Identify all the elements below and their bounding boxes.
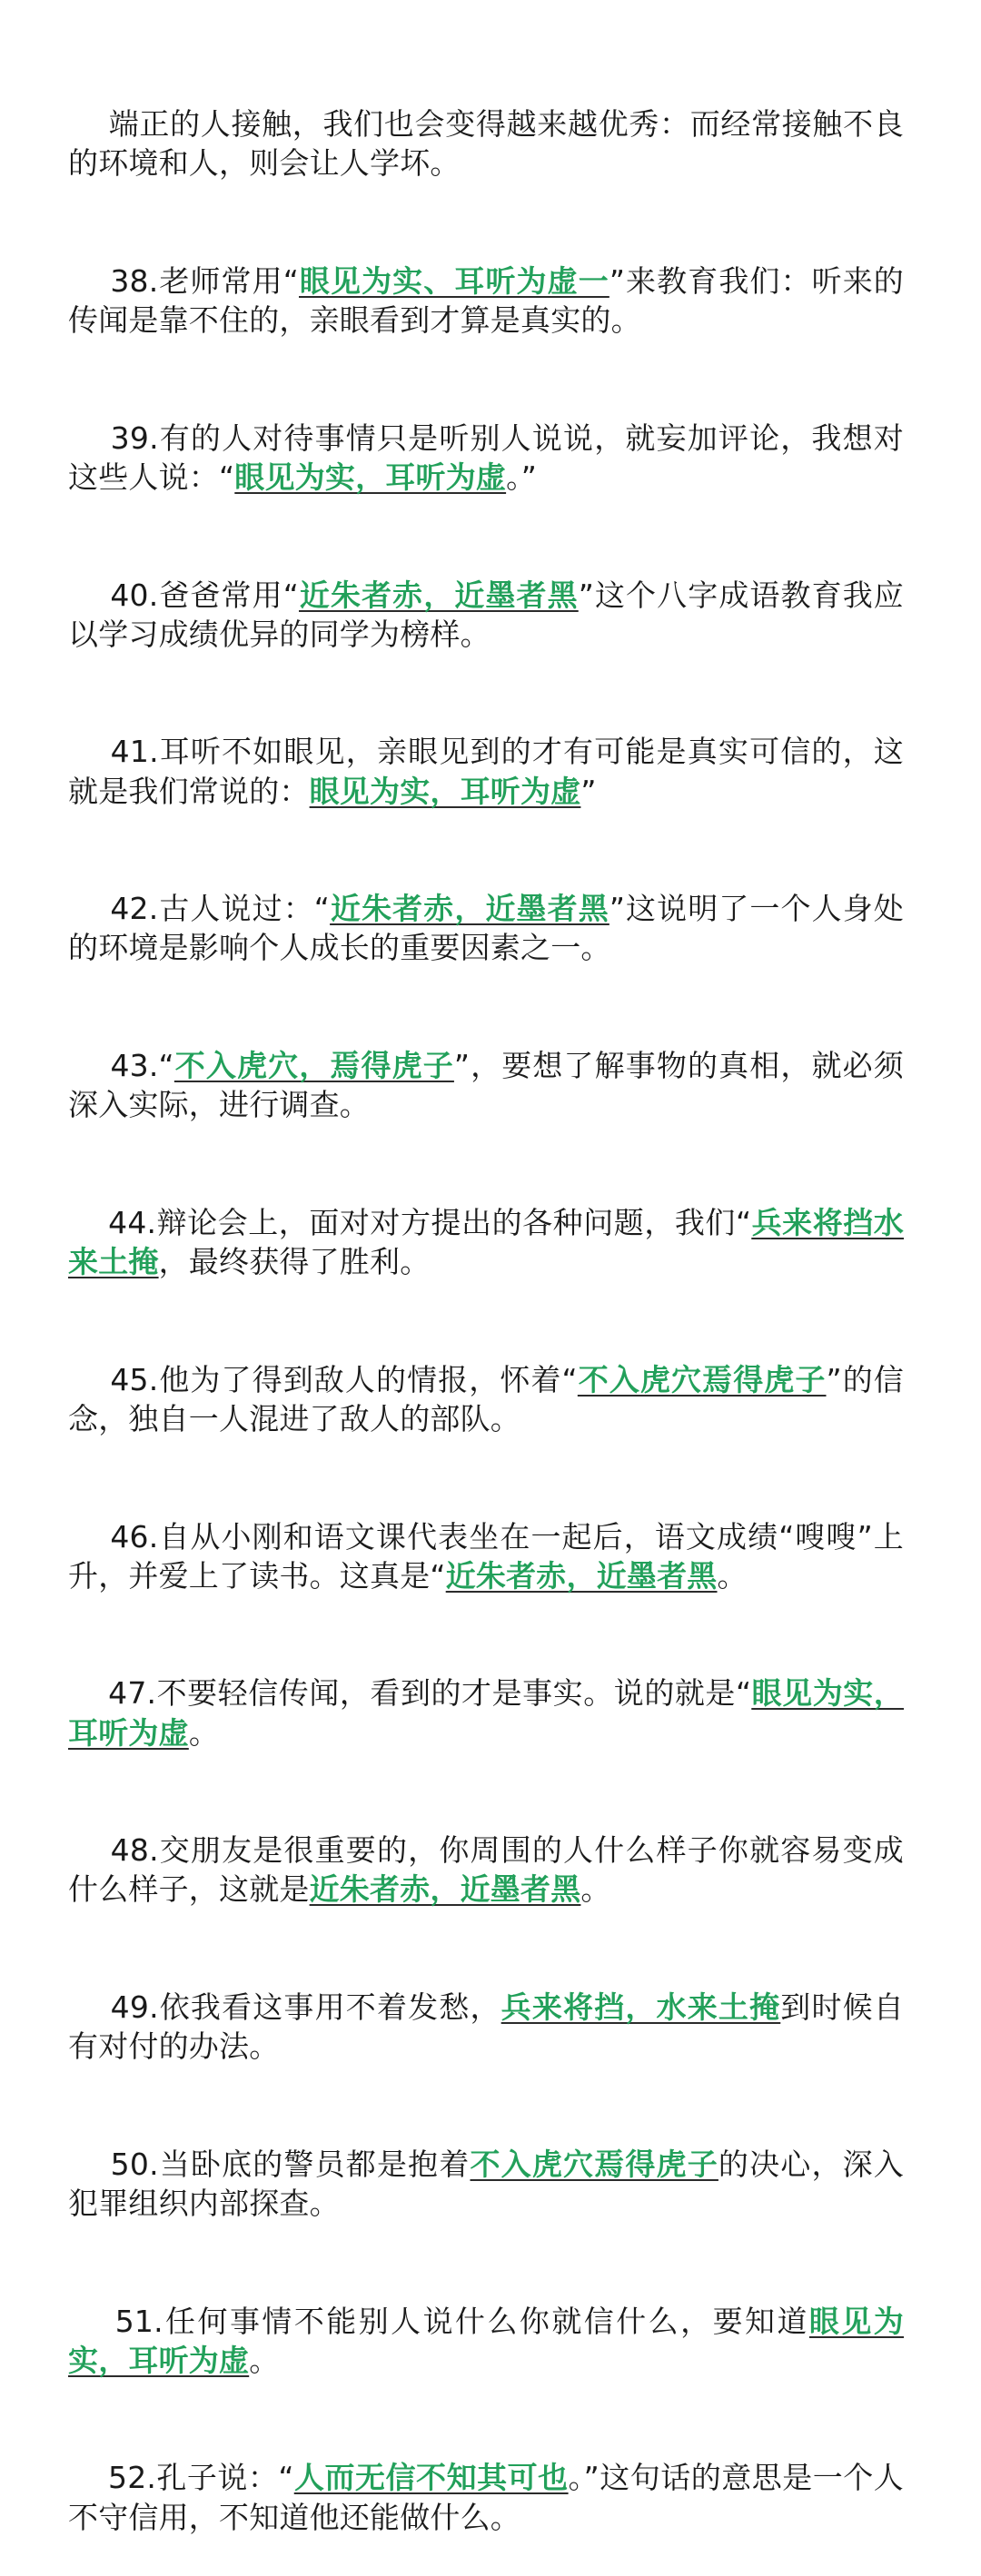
paragraph bbox=[68, 1477, 904, 1634]
document-body bbox=[68, 65, 904, 2576]
text-segment: 50.当卧底的警员都是抱着 bbox=[110, 2146, 471, 2182]
highlighted-idiom: 不入虎穴，焉得虎子 bbox=[173, 1048, 454, 1084]
text-segment: 39.有的人对待事情只是听别人说说，就妄加评论，我想对这些人说：“ bbox=[68, 419, 904, 496]
paragraph bbox=[68, 380, 904, 537]
text-segment: ”这说明了一个人身处的环境是影响个人成长的重要因素之一。 bbox=[68, 891, 904, 966]
text-segment: 51.任何事情不能别人说什么你就信什么，要知道 bbox=[114, 2303, 809, 2339]
paragraph bbox=[68, 1321, 904, 1478]
text-segment: 。” bbox=[506, 459, 538, 496]
text-segment: 。 bbox=[717, 1557, 748, 1594]
paragraph bbox=[68, 1007, 904, 1164]
text-segment: 41.耳听不如眼见，亲眼见到的才有可能是真实可信的，这就是我们常说的： bbox=[68, 734, 904, 809]
text-segment: ”，要想了解事物的真相，就必须深入实际，进行调查。 bbox=[68, 1048, 904, 1123]
text-segment: ”来教育我们：听来的传闻是靠不住的，亲眼看到才算是真实的。 bbox=[68, 263, 904, 339]
text-segment: 49.依我看这事用不着发愁， bbox=[110, 1989, 501, 2025]
highlighted-idiom: 兵来将挡水来土掩 bbox=[68, 1204, 904, 1280]
text-segment: 38.老师常用“ bbox=[110, 263, 299, 300]
text-segment: ” bbox=[580, 773, 597, 809]
text-segment: 端正的人接触，我们也会变得越来越优秀：而经常接触不良的环境和人，则会让人学坏。 bbox=[68, 106, 904, 182]
text-segment: 52.孔子说：“ bbox=[108, 2460, 294, 2496]
paragraph bbox=[68, 65, 904, 222]
text-segment: 40.爸爸常用“ bbox=[110, 577, 299, 613]
text-segment: ，最终获得了胜利。 bbox=[158, 1244, 431, 1280]
paragraph bbox=[68, 1634, 904, 1791]
text-segment: 。 bbox=[249, 2342, 280, 2378]
text-segment: 43.“ bbox=[110, 1048, 174, 1084]
highlighted-idiom: 人而无信不知其可也 bbox=[293, 2460, 569, 2496]
highlighted-idiom: 眼见为实，耳听为虚 bbox=[234, 459, 507, 496]
paragraph bbox=[68, 2419, 904, 2576]
text-segment: 。”这句话的意思是一个人不守信用，不知道他还能做什么。 bbox=[68, 2460, 904, 2535]
text-segment: 。 bbox=[580, 1871, 611, 1908]
text-segment: 42.古人说过：“ bbox=[110, 891, 331, 927]
text-segment: 到时候自有对付的办法。 bbox=[68, 1989, 904, 2065]
highlighted-idiom: 近朱者赤，近墨者黑 bbox=[445, 1557, 718, 1594]
paragraph bbox=[68, 850, 904, 1007]
text-segment: ”这个八字成语教育我应以学习成绩优异的同学为榜样。 bbox=[68, 577, 904, 652]
text-segment: 47.不要轻信传闻，看到的才是事实。说的就是“ bbox=[108, 1675, 752, 1712]
text-segment: 48.交朋友是很重要的，你周围的人什么样子你就容易变成什么样子，这就是 bbox=[68, 1832, 904, 1908]
highlighted-idiom: 眼见为实、耳听为虚一 bbox=[299, 263, 609, 300]
paragraph bbox=[68, 222, 904, 380]
text-segment: ”的信念，独自一人混进了敌人的部队。 bbox=[68, 1361, 904, 1436]
highlighted-idiom: 兵来将挡，水来土掩 bbox=[500, 1989, 781, 2025]
paragraph bbox=[68, 2262, 904, 2419]
text-segment: 。 bbox=[188, 1714, 220, 1751]
highlighted-idiom: 不入虎穴焉得虎子 bbox=[577, 1361, 827, 1397]
highlighted-idiom: 眼见为实，耳听为虚 bbox=[68, 2303, 904, 2378]
paragraph bbox=[68, 2106, 904, 2263]
text-segment: 46.自从小刚和语文课代表坐在一起后，语文成绩“嗖嗖”上升，并爱上了读书。这真是“ bbox=[68, 1518, 904, 1594]
paragraph bbox=[68, 1791, 904, 1949]
paragraph bbox=[68, 693, 904, 850]
highlighted-idiom: 不入虎穴焉得虎子 bbox=[470, 2146, 718, 2182]
highlighted-idiom: 眼见为实，耳听为虚 bbox=[68, 1675, 904, 1751]
paragraph bbox=[68, 536, 904, 693]
highlighted-idiom: 近朱者赤，近墨者黑 bbox=[309, 1871, 581, 1908]
text-segment: 44.辩论会上，面对对方提出的各种问题，我们“ bbox=[108, 1204, 752, 1240]
text-segment: 45.他为了得到敌人的情报，怀着“ bbox=[110, 1361, 578, 1397]
text-segment: 的决心，深入犯罪组织内部探查。 bbox=[68, 2146, 905, 2221]
highlighted-idiom: 眼见为实，耳听为虚 bbox=[309, 773, 581, 809]
highlighted-idiom: 近朱者赤，近墨者黑 bbox=[299, 577, 579, 613]
paragraph bbox=[68, 1164, 904, 1321]
highlighted-idiom: 近朱者赤，近墨者黑 bbox=[330, 891, 609, 927]
paragraph bbox=[68, 1949, 904, 2106]
